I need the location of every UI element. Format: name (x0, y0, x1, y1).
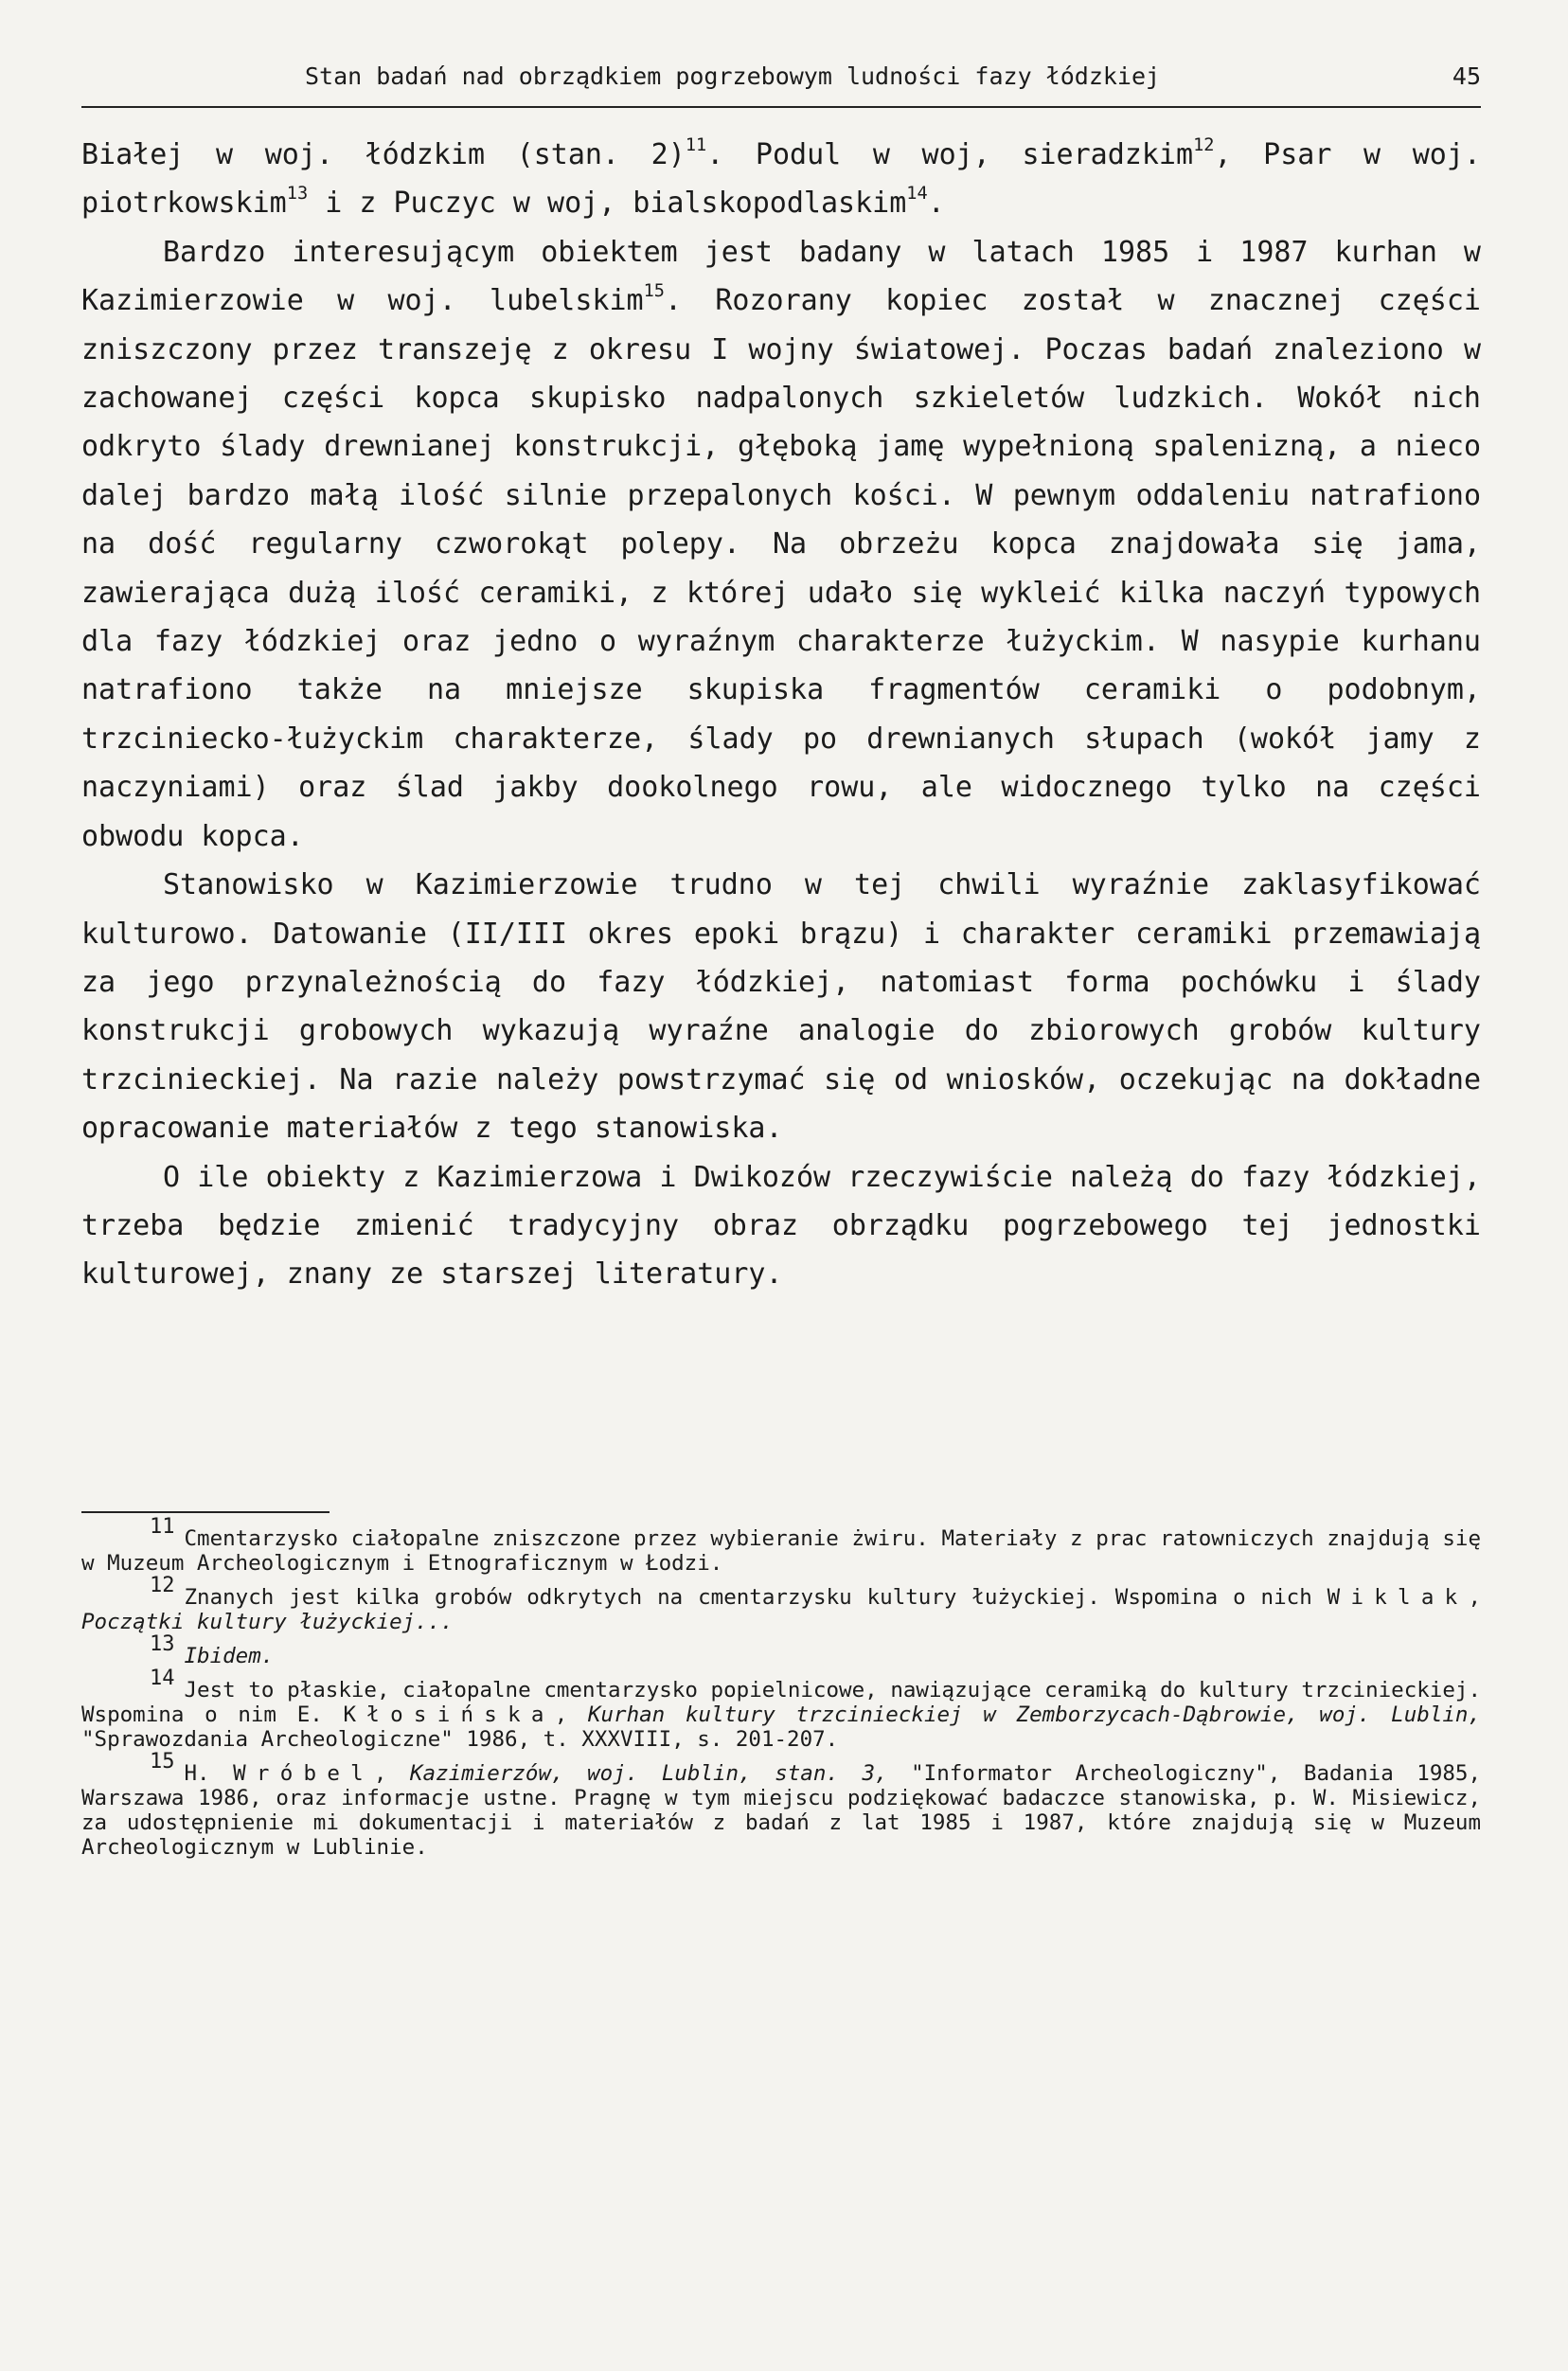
paragraph-2 (81, 228, 1481, 861)
footnote-ref: 14 (906, 184, 928, 205)
footnote-15 (81, 1749, 1482, 1860)
footnote-text: "Sprawozdania Archeologiczne" 1986, t. XXXVIII, s. 201-207. (81, 1727, 839, 1752)
footnote-title: Kurhan kultury trzcinieckiej w Zemborzycach-Dąbrowie, woj. Lublin, (587, 1702, 1482, 1727)
footnote-text: Jest to płaskie, ciałopalne cmentarzysko popielnicowe, nawiązujące ceramiką do kultury trzcinieckiej. Wspomina o nim E. (81, 1678, 1481, 1727)
text-run: Białej w woj. łódzkim (stan. 2) (81, 138, 686, 171)
footnote-number: 11 (150, 1514, 175, 1539)
footnote-ref: 13 (286, 184, 309, 205)
running-header (81, 62, 1481, 108)
footnote-text: Znanych jest kilka grobów odkrytych na cmentarzysku kultury łużyckiej. Wspomina o nich (184, 1585, 1327, 1610)
footnote-13 (81, 1631, 1481, 1668)
page-number: 45 (1452, 62, 1481, 90)
footnote-text: "Informator Archeologiczny", Badania 1985, Warszawa 1986, oraz informacje ustne. Pragnę w tym miejscu podziękować badaczce stanowiska, p. W. Misiewicz, za udostępnienie mi dokumentacji i materiałów z badań z lat 1985 i 1987, które znajdują się w Muzeum Archeologicznym w Lublinie. (81, 1761, 1482, 1860)
footnote-title: Początki kultury łużyckiej... (81, 1610, 454, 1634)
text-run: i z Puczyc w woj, bialskopodlaskim (308, 187, 907, 221)
footnote-ref: 11 (685, 135, 707, 156)
text-run: . Rozorany kopiec został w znacznej części zniszczony przez transzeję z okresu I wojny światowej. Poczas badań znaleziono w zachowanej części kopca skupisko nadpalonych szkieletów ludzkich. Wokół nich odkryto ślady drewnianej konstrukcji, głęboką jamę wypełnioną spalenizną, a nieco dalej bardzo małą ilość silnie przepalonych kości. W pewnym oddaleniu natrafiono na dość regularny czworokąt polepy. Na obrzeżu kopca znajdowała się jama, zawierająca dużą ilość ceramiki, z której udało się wykleić kilka naczyń typowych dla fazy łódzkiej oraz jedno o wyraźnym charakterze łużyckim. W nasypie kurhanu natrafiono także na mniejsze skupiska fragmentów ceramiki o podobnym, trzciniecko-łużyckim charakterze, ślady po drewnianych słupach (wokół jamy z naczyniami) oraz ślad jakby dookolnego rowu, ale widocznego tylko na części obwodu kopca. (81, 284, 1481, 853)
text-run: , Psar w woj. piotrkowskim (81, 138, 1481, 221)
footnote-title: Ibidem. (184, 1644, 275, 1668)
footnote-author: Wiklak (1327, 1585, 1469, 1610)
footnote-number: 12 (150, 1573, 175, 1597)
footnote-number: 13 (150, 1631, 175, 1656)
footnote-author: Wróbel (233, 1761, 374, 1786)
footnote-14 (81, 1666, 1482, 1752)
footnote-text: , (1468, 1585, 1481, 1610)
main-text (81, 131, 1481, 1299)
footnote-number: 14 (150, 1666, 175, 1690)
footnotes (81, 1514, 1482, 1869)
paragraph-4: O ile obiekty z Kazimierzowa i Dwikozów rzeczywiście należą do fazy łódzkiej, trzeba będzie zmienić tradycyjny obraz obrządku pogrzebowego tej jednostki kulturowej, znany ze starszej literatury. (81, 1160, 1481, 1292)
footnote-author: Kłosińska (343, 1702, 555, 1727)
text-run: . (927, 187, 945, 221)
paragraph-1 (81, 131, 1481, 228)
footnote-11 (81, 1514, 1481, 1576)
footnote-number: 15 (150, 1749, 175, 1774)
running-title: Stan badań nad obrządkiem pogrzebowym ludności fazy łódzkiej (305, 62, 1161, 90)
footnote-12 (81, 1573, 1481, 1634)
footnote-text: H. (184, 1761, 234, 1786)
footnote-text: , (373, 1761, 411, 1786)
footnote-text: , (554, 1702, 588, 1727)
footnote-ref: 15 (643, 281, 665, 302)
paragraph-3: Stanowisko w Kazimierzowie trudno w tej chwili wyraźnie zaklasyfikować kulturowo. Datowanie (II/III okres epoki brązu) i charakter ceramiki przemawiają za jego przynależnością do fazy łódzkiej, natomiast forma pochówku i ślady konstrukcji grobowych wykazują wyraźne analogie do zbiorowych grobów kultury trzcinieckiej. Na razie należy powstrzymać się od wniosków, oczekując na dokładne opracowanie materiałów z tego stanowiska. (81, 868, 1481, 1146)
footnote-text: Cmentarzysko ciałopalne zniszczone przez wybieranie żwiru. Materiały z prac ratowniczych znajdują się w Muzeum Archeologicznym i Etnograficznym w Łodzi. (81, 1526, 1481, 1576)
footnote-separator (81, 1511, 330, 1513)
text-run: Bardzo interesującym obiektem jest badany w latach 1985 i 1987 kurhan w Kazimierzowie w woj. lubelskim (81, 235, 1481, 318)
footnote-ref: 12 (1193, 135, 1215, 156)
footnote-title: Kazimierzów, woj. Lublin, stan. 3, (410, 1761, 888, 1786)
text-run: . Podul w woj, sieradzkim (706, 138, 1194, 171)
